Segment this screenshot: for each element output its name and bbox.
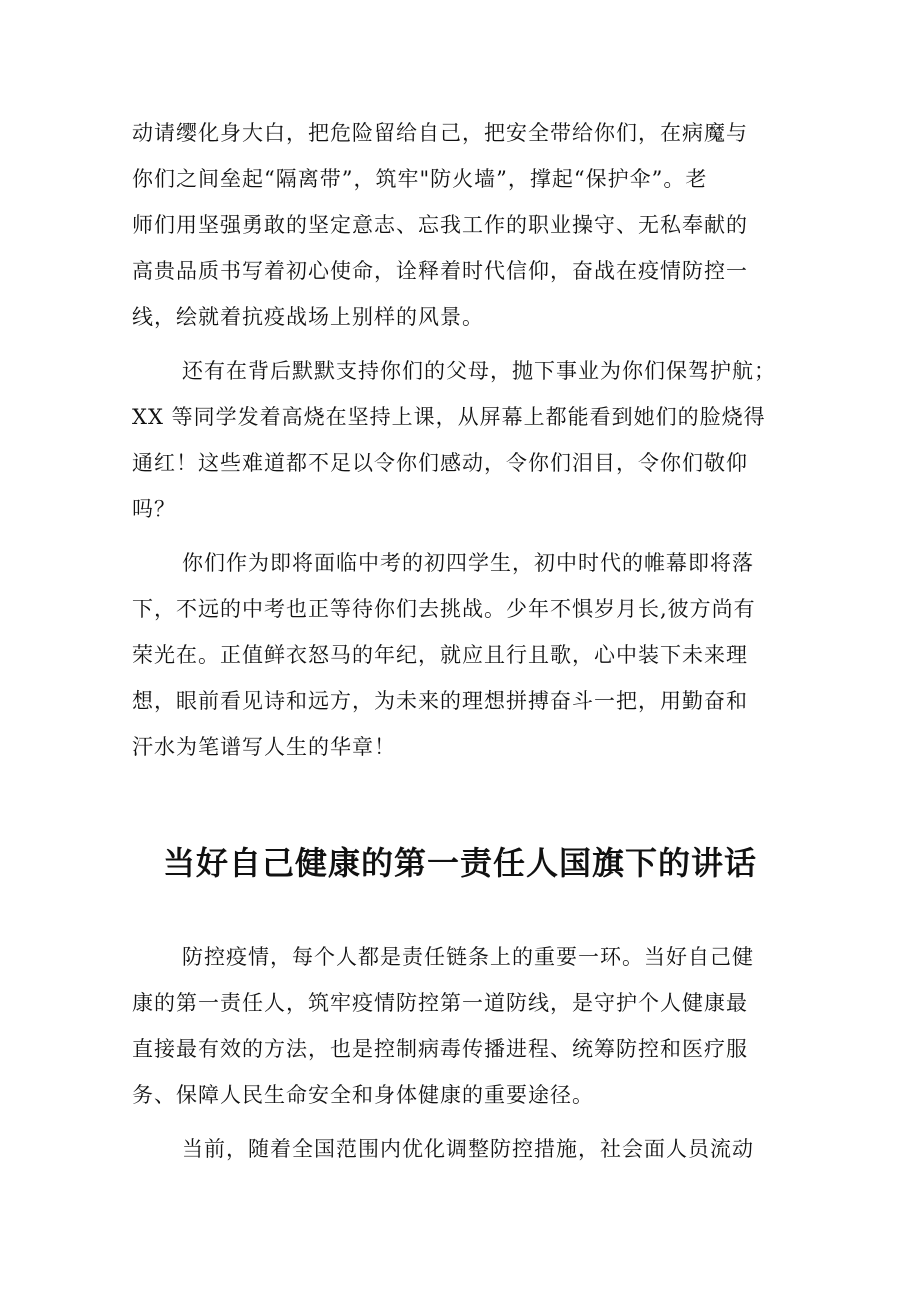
paragraph-line: 动请缨化身大白，把危险留给自己，把安全带给你们，在病魔与 — [132, 121, 748, 145]
paragraph-line: 线，绘就着抗疫战场上别样的风景。 — [132, 305, 484, 329]
paragraph-line: 防控疫情，每个人都是责任链条上的重要一环。当好自己健 — [182, 945, 754, 969]
paragraph-line: 通红！这些难道都不足以令你们感动，令你们泪目，令你们敬仰 — [132, 451, 748, 475]
paragraph-line: 荣光在。正值鲜衣怒马的年纪，就应且行且歌，心中装下未来理 — [132, 643, 748, 667]
paragraph-1 — [132, 110, 792, 340]
paragraph-2 — [132, 348, 792, 532]
paragraph-line: 你们之间垒起“隔离带”，筑牢"防火墙”，撑起“保护伞”。老 — [132, 167, 708, 191]
paragraph-line: 汗水为笔谱写人生的华章！ — [132, 735, 396, 759]
section-heading: 当好自己健康的第一责任人国旗下的讲话 — [162, 844, 757, 882]
paragraph-line: 当前，随着全国范围内优化调整防控措施，社会面人员流动 — [182, 1137, 754, 1161]
paragraph-line: XX 等同学发着高烧在坚持上课，从屏幕上都能看到她们的脸烧得 — [132, 405, 766, 429]
paragraph-line: 下，不远的中考也正等待你们去挑战。少年不惧岁月长,彼方尚有 — [132, 597, 756, 621]
paragraph-line: 直接最有效的方法，也是控制病毒传播进程、统筹防控和医疗服 — [132, 1037, 748, 1061]
paragraph-line: 你们作为即将面临中考的初四学生，初中时代的帷幕即将落 — [182, 551, 754, 575]
paragraph-line: 吗？ — [132, 497, 176, 521]
paragraph-4 — [132, 934, 792, 1118]
paragraph-line: 师们用坚强勇敢的坚定意志、忘我工作的职业操守、无私奉献的 — [132, 213, 748, 237]
paragraph-line: 高贵品质书写着初心使命，诠释着时代信仰，奋战在疫情防控一 — [132, 259, 748, 283]
paragraph-3 — [132, 540, 792, 770]
paragraph-line: 想，眼前看见诗和远方，为未来的理想拼搏奋斗一把，用勤奋和 — [132, 689, 748, 713]
paragraph-line: 务、保障人民生命安全和身体健康的重要途径。 — [132, 1083, 594, 1107]
paragraph-5 — [132, 1126, 792, 1172]
paragraph-line: 还有在背后默默支持你们的父母，抛下事业为你们保驾护航； — [182, 359, 776, 383]
paragraph-line: 康的第一责任人，筑牢疫情防控第一道防线，是守护个人健康最 — [132, 991, 748, 1015]
